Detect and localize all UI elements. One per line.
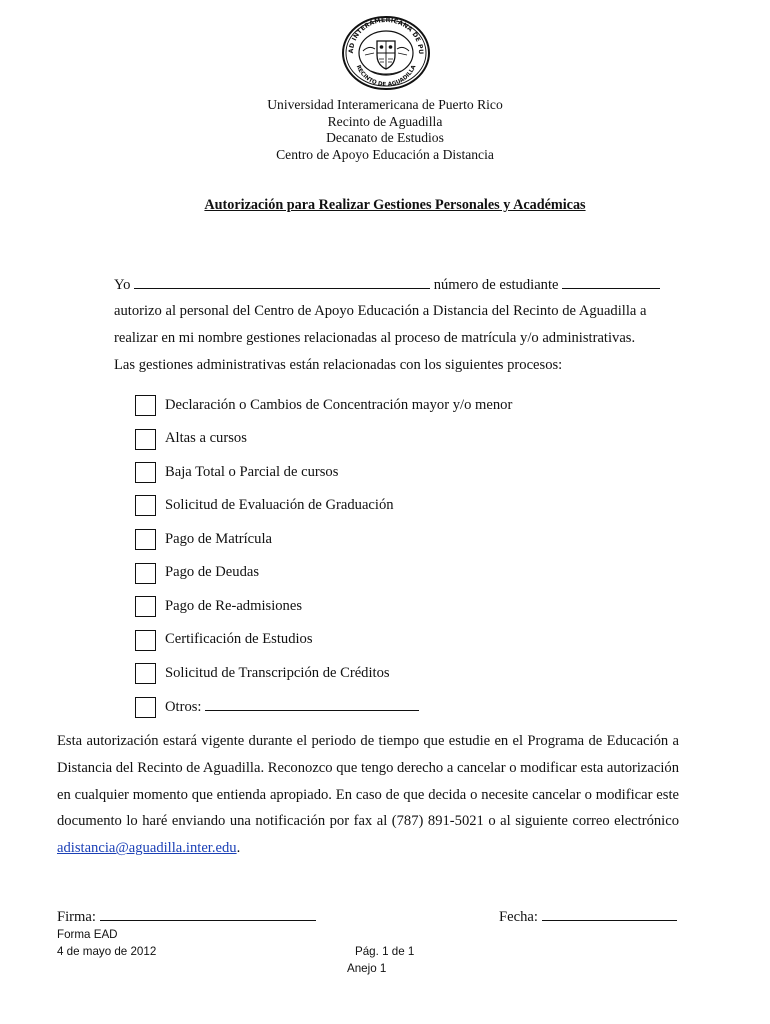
header-campus: Recinto de Aguadilla [327,114,443,129]
checkbox-otros[interactable] [135,697,156,718]
option-label: Declaración o Cambios de Concentración mayor y/o menor [165,397,513,413]
otros-field[interactable] [205,698,419,711]
option-label: Pago de Re-admisiones [165,598,302,614]
intro-line-4: Las gestiones administrativas están relacionadas con los siguientes procesos: [114,357,563,373]
paragraph-end: . [236,840,241,857]
intro-line-1 [114,276,660,294]
student-number-label: número de estudiante [433,277,559,293]
form-title: Autorización para Realizar Gestiones Personales y Académicas [204,197,586,213]
university-seal [341,15,431,91]
intro-line-3: realizar en mi nombre gestiones relacionadas al proceso de matrícula y/o administrativas. [114,330,636,346]
header-center: Centro de Apoyo Educación a Distancia [276,147,494,162]
checkbox-baja[interactable] [135,462,156,483]
signature-row [57,908,316,926]
firma-label: Firma: [57,909,96,925]
name-field[interactable] [134,276,430,289]
option-label: Solicitud de Transcripción de Créditos [165,665,390,681]
svg-text:UNIVERSIDAD INTERAMERICANA DE: AD INTERAMERICANA DE PU [347,16,425,55]
checkbox-declaracion[interactable] [135,395,156,416]
signature-field[interactable] [100,908,316,921]
authorization-paragraph [57,728,679,862]
otros-label: Otros: [165,699,202,715]
intro-line-2: autorizo al personal del Centro de Apoyo Educación a Distancia del Recinto de Aguadilla a [114,303,647,319]
checkbox-pago-deudas[interactable] [135,563,156,584]
footer-date: 4 de mayo de 2012 [57,945,157,958]
option-label: Solicitud de Evaluación de Graduación [165,497,394,513]
footer-page-number: Pág. 1 de 1 [355,945,415,958]
date-field[interactable] [542,908,677,921]
checkbox-transcripcion[interactable] [135,663,156,684]
checkbox-pago-readmisiones[interactable] [135,596,156,617]
fecha-label: Fecha: [499,909,538,925]
date-row [499,908,677,926]
option-label: Certificación de Estudios [165,631,313,647]
student-number-field[interactable] [562,276,660,289]
footer-annex: Anejo 1 [347,962,387,975]
header-university: Universidad Interamericana de Puerto Rico [267,97,503,112]
option-label: Altas a cursos [165,430,247,446]
paragraph-text: Esta autorización estará vigente durante el periodo de tiempo que estudie en el Programa de Educación a Distancia del Recinto de Aguadilla. Reconozco que tengo derecho a cancelar o modificar esta autorización en cualquier momento que entienda apropiado. En caso de que decida o necesite cancelar o modificar este documento lo haré enviando una notificación por fax al (787) 891-5021 o al siguiente correo electrónico [57,733,679,830]
option-label: Pago de Deudas [165,564,260,580]
email-link[interactable]: adistancia@aguadilla.inter.edu [57,840,237,857]
yo-label: Yo [114,277,131,293]
option-label: Pago de Matrícula [165,531,272,547]
checkbox-pago-matricula[interactable] [135,529,156,550]
footer-form-code: Forma EAD [57,928,118,941]
option-label: Baja Total o Parcial de cursos [165,464,339,480]
header-deanship: Decanato de Estudios [326,130,444,145]
checkbox-certificacion[interactable] [135,630,156,651]
checkbox-evaluacion-graduacion[interactable] [135,495,156,516]
checkbox-altas[interactable] [135,429,156,450]
option-label-otros [165,698,419,716]
svg-text:RECINTO DE AGUADILLA: RECINTO DE AGUADILLA [354,64,418,89]
